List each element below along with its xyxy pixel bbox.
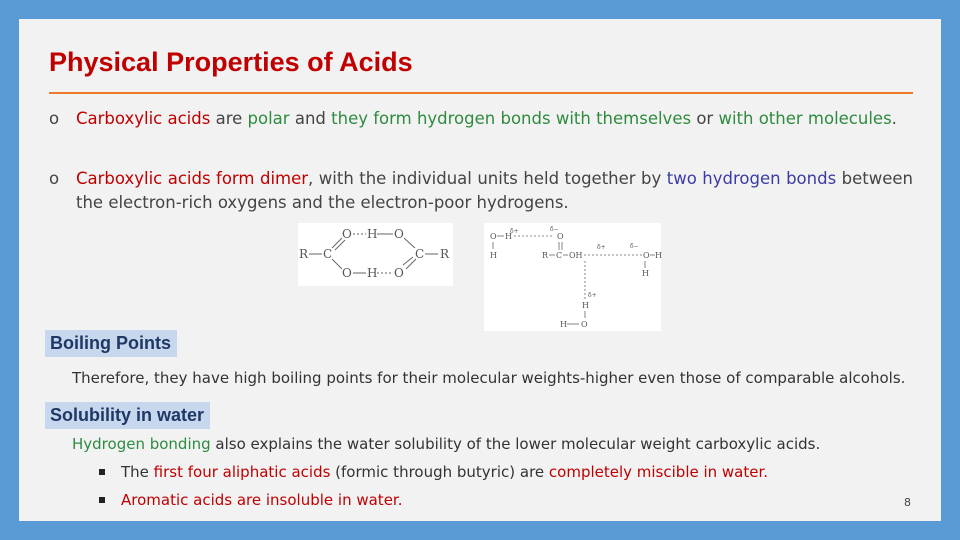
boiling-points-text: Therefore, they have high boiling points for their molecular weights-higher even those of comparable alcohols. — [72, 369, 906, 387]
term-carboxylic-acids: Carboxylic acids — [76, 109, 211, 128]
svg-text:H: H — [642, 269, 649, 278]
bullet-text: Carboxylic acids form dimer, with the individual units held together by two hydrogen bonds between the electron-rich oxygens and the electron-poor hydrogens. — [76, 169, 913, 212]
bullet-carboxylic-polar — [49, 107, 913, 131]
svg-text:O: O — [394, 266, 404, 280]
svg-text:δ+: δ+ — [588, 292, 597, 299]
slide-title: Physical Properties of Acids — [49, 47, 413, 77]
svg-text:O: O — [581, 320, 588, 329]
solubility-item-aliphatic: The first four aliphatic acids (formic through butyric) are completely miscible in water. — [99, 462, 768, 482]
square-bullet-icon — [99, 497, 105, 503]
svg-text:O: O — [643, 251, 650, 260]
svg-text:δ−: δ− — [550, 226, 559, 233]
term-two-hydrogen-bonds: two hydrogen bonds — [666, 169, 837, 188]
svg-text:O: O — [557, 232, 564, 241]
svg-text:C: C — [323, 247, 333, 261]
svg-text:H: H — [490, 251, 497, 260]
svg-text:H: H — [560, 320, 567, 329]
bullet-marker: o — [49, 109, 60, 128]
slide — [19, 19, 941, 521]
svg-text:δ−: δ− — [630, 243, 639, 250]
solubility-heading: Solubility in water — [45, 402, 210, 429]
term-aliphatic-acids: first four aliphatic acids — [153, 463, 331, 481]
svg-text:R: R — [542, 251, 549, 260]
term-hydrogen-bonds: they form hydrogen bonds with themselves — [331, 109, 692, 128]
svg-text:δ+: δ+ — [510, 228, 519, 235]
title-underline — [49, 92, 913, 94]
svg-text:C: C — [415, 247, 425, 261]
bullet-dimer — [49, 167, 913, 215]
term-miscible: completely miscible in water. — [548, 463, 769, 481]
bullet-text: Carboxylic acids are polar and they form hydrogen bonds with themselves or with other molecules. — [76, 109, 897, 128]
svg-text:H: H — [367, 227, 378, 241]
solubility-item-aromatic: Aromatic acids are insoluble in water. — [99, 490, 402, 510]
svg-text:O: O — [342, 266, 352, 280]
svg-text:R: R — [440, 247, 450, 261]
page-number: 8 — [904, 496, 911, 509]
svg-text:H: H — [505, 232, 512, 241]
svg-text:δ+: δ+ — [597, 244, 606, 251]
term-dimer: Carboxylic acids form dimer — [76, 169, 309, 188]
hydrogen-bonding-diagram — [484, 223, 661, 331]
boiling-points-heading: Boiling Points — [45, 330, 177, 357]
svg-text:H: H — [655, 251, 662, 260]
svg-text:O: O — [342, 227, 352, 241]
term-other-molecules: with other molecules — [718, 109, 892, 128]
svg-text:C: C — [556, 251, 563, 260]
svg-text:H: H — [582, 301, 589, 310]
solubility-text: Hydrogen bonding also explains the water solubility of the lower molecular weight carboxylic acids. — [72, 435, 821, 453]
svg-text:R: R — [299, 247, 309, 261]
svg-text:O: O — [490, 232, 497, 241]
square-bullet-icon — [99, 469, 105, 475]
dimer-structure-diagram — [298, 223, 453, 286]
term-polar: polar — [247, 109, 290, 128]
svg-text:H: H — [367, 266, 378, 280]
svg-text:O: O — [394, 227, 404, 241]
bullet-marker: o — [49, 169, 60, 188]
term-hydrogen-bonding: Hydrogen bonding — [72, 435, 211, 453]
svg-text:OH: OH — [569, 251, 583, 260]
